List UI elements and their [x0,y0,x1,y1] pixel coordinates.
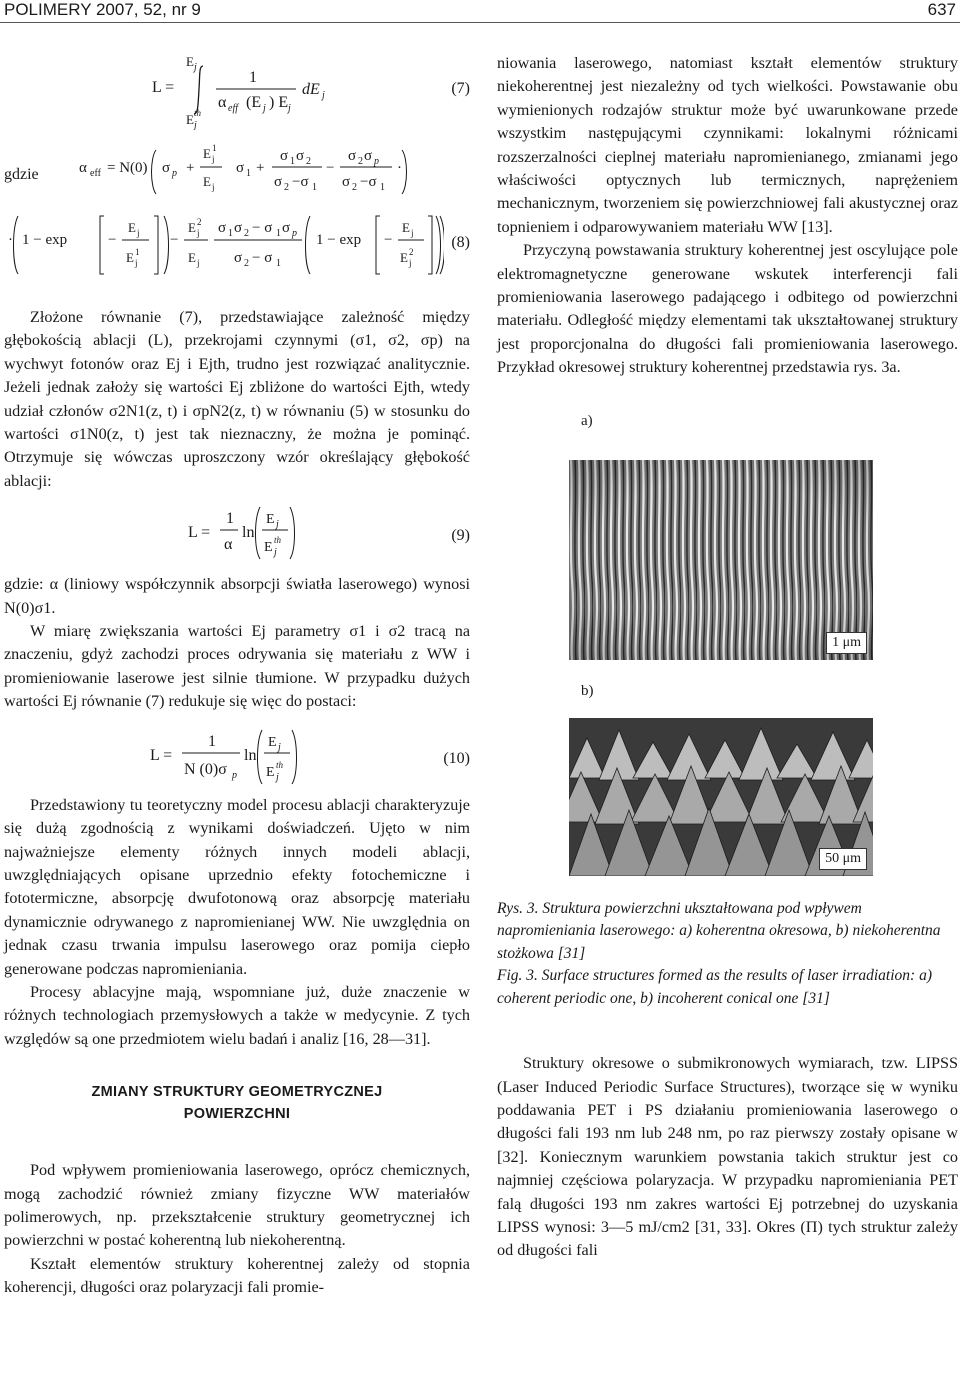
svg-text:j: j [135,258,138,268]
svg-text:2: 2 [358,156,363,167]
svg-text:σ: σ [348,148,357,164]
svg-text:1: 1 [380,182,385,193]
paragraph-large-energy: W miarę zwiększania wartości Ej parametry σ1 i σ2 tracą na znaczeniu, gdyż zachodzi proces odrywania się materiału z WW i promieniowanie laserowe jest silnie tłumione. W przypadku dużych wartości Ej równanie (7) redukuje się więc do postaci: [4,622,470,711]
svg-text:− σ: − σ [252,220,273,236]
svg-text:E: E [186,112,194,127]
svg-text:th: th [194,108,202,118]
svg-text:p: p [292,228,297,239]
svg-text:N (0)σ: N (0)σ [184,760,227,778]
figure-3a-label [581,412,958,430]
svg-text:2: 2 [244,228,249,239]
svg-text:j: j [263,103,266,114]
figure-3-caption-english: Fig. 3. Surface structures formed as the results of laser irradiation: a) coherent periodic one, b) incoherent conical one [31] [497,967,932,1007]
svg-text:σ: σ [234,220,243,236]
svg-text:σ: σ [162,160,171,176]
svg-text:L =: L = [152,79,175,96]
svg-text:·: · [8,232,13,248]
svg-text:+: + [256,160,265,176]
svg-text:1: 1 [208,732,216,750]
svg-text:ln: ln [242,524,255,542]
left-column [4,44,470,1300]
svg-text:σ: σ [274,174,283,190]
svg-text:2: 2 [409,247,414,257]
svg-text:j: j [197,228,200,238]
svg-text:eff: eff [228,103,238,114]
svg-text:1: 1 [249,69,257,86]
figure-3a-micrograph [569,460,873,660]
svg-text:−: − [326,160,335,176]
svg-text:j: j [409,258,412,268]
svg-text:L =: L = [188,524,211,542]
svg-text:1: 1 [135,247,140,257]
paragraph-ablation-importance: Procesy ablacyjne mają, wspomniane już, duże znaczenie w różnych technologiach przemysłowych a także w medycynie. Z tych względów są one przedmiotem wielu badań i analiz [16, 28—31]. [4,982,470,1048]
equation-8-lead: gdzie [4,166,39,183]
svg-text:j: j [137,228,140,238]
svg-text:+: + [186,160,195,176]
svg-text:2: 2 [197,217,202,227]
svg-text:σ: σ [280,148,289,164]
svg-text:σ: σ [236,160,245,176]
svg-text:1: 1 [276,228,281,239]
paragraph-alpha-definition: gdzie: α (liniowy współczynnik absorpcji światła laserowego) wynosi N(0)σ1. [4,575,470,617]
svg-text:1: 1 [290,156,295,167]
svg-text:−: − [384,232,393,248]
svg-text:1 − exp: 1 − exp [316,232,362,248]
paragraph-physical-changes: Pod wpływem promieniowania laserowego, oprócz chemicznych, mogą zachodzić również zmiany fizyczne WW materiałów polimerowych, np. przekształcenie struktury geometrycznej ich powierzchni w postać koherentną lub niekoherentną. [4,1161,470,1250]
svg-text:j: j [212,154,215,164]
svg-text:2: 2 [284,182,289,193]
figure-3b-label-text: b) [581,682,594,699]
section-heading [4,1081,470,1125]
equation-10-number: (10) [443,749,470,767]
svg-text:E: E [188,220,196,235]
paragraph-model-description: Przedstawiony tu teoretyczny model procesu ablacji charakteryzuje się dużą zgodnością z wynikami doświadczeń. Ujęto w nim najważniejsze elementy różnych innych modeli ablacji, uwzględniających opisane uprzednio efekty fotochemiczne i fototermiczne, absorpcję dwufotonową oraz absorpcję materiału dynamicznie odrywanego z napromienianej WW. Nie uwzględnia on jednak czasu trwania impulsu laserowego oraz pomija ciepło generowane podczas napromieniania. [4,795,470,978]
svg-text:= N(0): = N(0) [107,160,148,176]
svg-text:E: E [266,512,275,528]
svg-text:j: j [274,547,277,559]
svg-text:j: j [276,519,279,531]
equation-8 [4,138,470,288]
figure-3-caption-polish: Rys. 3. Struktura powierzchni ukształtowana pod wpływem napromieniania laserowego: a) koherentna okresowa, b) niekoherentna stożkowa [31] [497,899,941,962]
svg-text:) E: ) E [269,94,289,111]
svg-text:E: E [264,540,273,556]
svg-text:E: E [268,734,277,750]
svg-text:j: j [197,258,200,268]
svg-text:−σ: −σ [360,174,377,190]
svg-text:E: E [128,220,136,235]
svg-text:−: − [108,232,117,248]
svg-text:α: α [79,160,87,176]
svg-text:α: α [224,536,233,554]
equation-8-formula [4,138,444,288]
equation-8-number: (8) [451,234,470,251]
equation-7-formula [4,44,424,130]
svg-text:1: 1 [212,143,217,153]
paragraph-structure-factors: niowania laserowego, natomiast kształt elementów struktury niekoherentnej jest niezależny od tych wielkości. Powstawanie obu wymienionych rodzajów struktur może być uwarunkowane przede wszystkim następującymi czynnikami: lokalnymi różnicami rozszerzalności cieplnej materiału napromienianego, zmianami jego właściwości optycznych lub termicznych, naprężeniem mechanicznym, tworzeniem się powierzchniowej fali akustycznej oraz topnieniem i odparowywaniem materiału WW [13]. [497,54,958,236]
svg-text:L =: L = [150,746,173,764]
svg-text:1: 1 [246,168,251,179]
svg-text:E: E [402,220,410,235]
running-header [0,0,960,23]
equation-7-number: (7) [451,80,470,97]
svg-text:(E: (E [246,94,262,111]
svg-text:p: p [374,156,379,167]
svg-text:−σ: −σ [292,174,309,190]
paragraph-complex-equation: Złożone równanie (7), przedstawiające zależność między głębokością ablacji (L), przekrojami czynnymi (σ1, σ2, σp) na wychwyt fotonów oraz Ej i Ejth, trudno jest rozwiązać analitycznie. Jeżeli jednak założy się wartości Ej zbliżone do wartości Ejth, wtedy udział członów σ2N1(z, t) i σpN2(z, t) w równaniu (5) w stosunku do wartości σ1N0(z, t) jest tak nieznaczny, że można je pominąć. Otrzymuje się wówczas uproszczony wzór określający głębokość ablacji: [4,308,470,490]
paragraph-coherent-shape: Kształt elementów struktury koherentnej zależy od stopnia koherencji, długości oraz polaryzacji fali promie- [4,1254,470,1297]
svg-text:1: 1 [312,182,317,193]
paragraph-lipss: Struktury okresowe o submikronowych wymiarach, tzw. LIPSS (Laser Induced Periodic Surface Structures), tworzące się w wyniku poddawania PET i PS działaniu promieniowania laserowego o długości fali 193 nm lub 248 nm, po raz pierwszy zostały opisane w [32]. Koniecznym warunkiem powstania takich struktur jest co najmniej częściowa polaryzacja. W przypadku napromieniania PET falą długości 193 nm zakres wartości Ej potrzebnej do uzyskania LIPSS wynosi: 3—5 mJ/cm2 [31, 33]. Okres (Π) tych struktur zależy od długości fali [497,1054,958,1260]
svg-text:−: − [170,232,179,248]
svg-text:j: j [288,103,291,114]
page-number: 637 [927,0,956,19]
svg-text:E: E [203,174,211,189]
svg-text:2: 2 [244,258,249,269]
equation-9-formula [4,501,404,563]
svg-text:j: j [276,771,279,783]
equation-7 [4,44,470,130]
svg-text:σ: σ [296,148,305,164]
svg-text:ln: ln [244,746,257,764]
equation-9-number: (9) [451,527,470,545]
svg-text:σ: σ [364,148,373,164]
equation-10-formula [4,722,424,788]
svg-text:E: E [188,250,196,265]
svg-text:σ: σ [282,220,291,236]
svg-text:j: j [194,120,197,130]
svg-text:σ: σ [234,250,243,266]
section-heading-line-1: ZMIANY STRUKTURY GEOMETRYCZNEJ [91,1084,383,1101]
svg-text:j: j [411,228,414,238]
svg-text:2: 2 [352,182,357,193]
figure-3a-scale-bar: 1 μm [826,632,867,654]
svg-text:E: E [266,764,275,780]
equation-9 [4,501,470,563]
svg-text:j: j [278,741,281,753]
equation-10 [4,722,470,788]
svg-text:j: j [322,90,325,101]
figure-3b-label [581,682,958,700]
svg-text:σ: σ [218,220,227,236]
figure-3a-label-text: a) [581,412,593,429]
svg-text:1: 1 [276,258,281,269]
svg-text:2: 2 [306,156,311,167]
svg-text:1 − exp: 1 − exp [22,232,68,248]
svg-text:E: E [186,54,194,69]
svg-text:α: α [218,94,227,111]
svg-text:·: · [397,160,402,176]
figure-3b-scale-bar: 50 μm [819,848,867,870]
svg-text:1: 1 [228,228,233,239]
svg-text:dE: dE [302,81,320,98]
svg-text:j: j [194,62,197,73]
svg-text:p: p [232,769,237,781]
periodic-ripple-image [569,460,873,660]
svg-text:σ: σ [342,174,351,190]
svg-text:th: th [274,535,282,546]
right-column [497,52,958,1263]
svg-text:− σ: − σ [252,250,273,266]
svg-text:1: 1 [226,510,234,528]
svg-text:eff: eff [90,168,101,179]
svg-text:E: E [126,250,134,265]
figure-3b-micrograph [569,718,873,876]
paragraph-coherent-cause: Przyczyną powstawania struktury koherentnej jest oscylujące pole elektromagnetyczne generowane wskutek interferencji fali promieniowania laserowego padającego i odbitego od powierzchni materiału. Odległość między elementami tak ukształtowanej struktury jest proporcjonalna do długości fali promieniowania laserowego. Przykład okresowej struktury koherentnej przedstawia rys. 3a. [497,241,958,377]
svg-text:E: E [400,250,408,265]
svg-text:j: j [212,182,215,192]
svg-text:th: th [276,759,284,770]
svg-text:E: E [203,146,211,161]
svg-text:p: p [172,168,177,179]
journal-info: POLIMERY 2007, 52, nr 9 [4,0,201,19]
section-heading-line-2: POWIERZCHNI [183,1106,291,1123]
